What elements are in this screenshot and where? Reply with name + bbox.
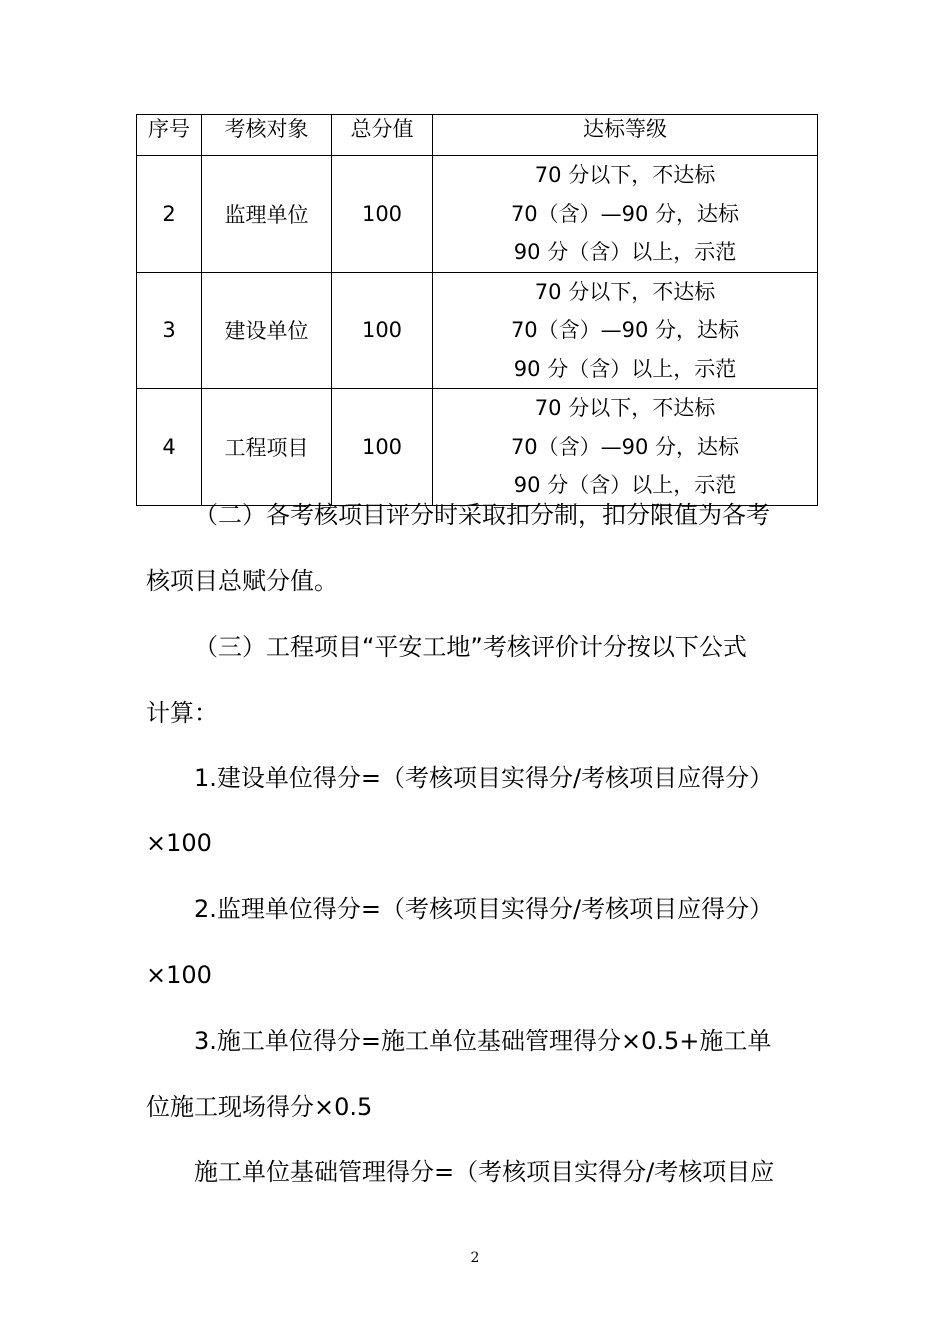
header-target: 考核对象: [202, 115, 332, 156]
grade-pass: 70（含）—90 分，达标: [510, 201, 740, 226]
cell-target: 工程项目: [202, 389, 332, 506]
formula-construction-line2: ×100: [146, 829, 212, 857]
cell-target: 建设单位: [202, 272, 332, 389]
formula-contractor-line1: 3.施工单位得分=施工单位基础管理得分×0.5+施工单: [194, 1027, 772, 1055]
paragraph-formula-intro-line2: 计算：: [146, 699, 218, 727]
cell-target: 监理单位: [202, 156, 332, 273]
cell-total: 100: [332, 389, 433, 506]
cell-serial: 4: [137, 389, 202, 506]
table-row: [137, 389, 818, 506]
table-row: [137, 156, 818, 273]
cell-total: 100: [332, 272, 433, 389]
cell-grades: [433, 389, 818, 506]
grade-model: 90 分（含）以上，示范: [513, 240, 737, 264]
header-serial: 序号: [137, 115, 202, 156]
table-header-row: [137, 115, 818, 156]
grade-pass: 70（含）—90 分，达标: [510, 434, 740, 459]
formula-contractor-line2: 位施工现场得分×0.5: [146, 1093, 373, 1121]
score-grade-table: [136, 114, 818, 506]
cell-grades: [433, 156, 818, 273]
header-total: 总分值: [332, 115, 433, 156]
grade-below: 70 分以下，不达标: [534, 279, 716, 304]
formula-contractor-basic-line1: 施工单位基础管理得分=（考核项目实得分/考核项目应: [194, 1158, 775, 1186]
grade-pass: 70（含）—90 分，达标: [510, 318, 740, 342]
page-number: 2: [470, 1250, 480, 1266]
table-row: [137, 272, 818, 389]
grade-below: 70 分以下，不达标: [534, 396, 716, 420]
formula-construction-line1: 1.建设单位得分=（考核项目实得分/考核项目应得分）: [194, 764, 774, 792]
paragraph-formula-intro-line1: （三）工程项目“平安工地”考核评价计分按以下公式: [194, 633, 747, 661]
formula-supervision-line2: ×100: [146, 961, 212, 989]
cell-serial: 3: [137, 272, 202, 389]
header-grade: 达标等级: [433, 115, 818, 156]
formula-supervision-line1: 2.监理单位得分=（考核项目实得分/考核项目应得分）: [194, 895, 774, 923]
paragraph-deduction-line1: （二）各考核项目评分时采取扣分制，扣分限值为各考: [194, 501, 770, 529]
paragraph-deduction-line2: 核项目总赋分值。: [146, 567, 338, 595]
grade-below: 70 分以下，不达标: [534, 163, 716, 187]
cell-total: 100: [332, 156, 433, 273]
grade-model: 90 分（含）以上，示范: [513, 356, 737, 381]
grade-model: 90 分（含）以上，示范: [513, 473, 737, 497]
cell-serial: 2: [137, 156, 202, 273]
cell-grades: [433, 272, 818, 389]
